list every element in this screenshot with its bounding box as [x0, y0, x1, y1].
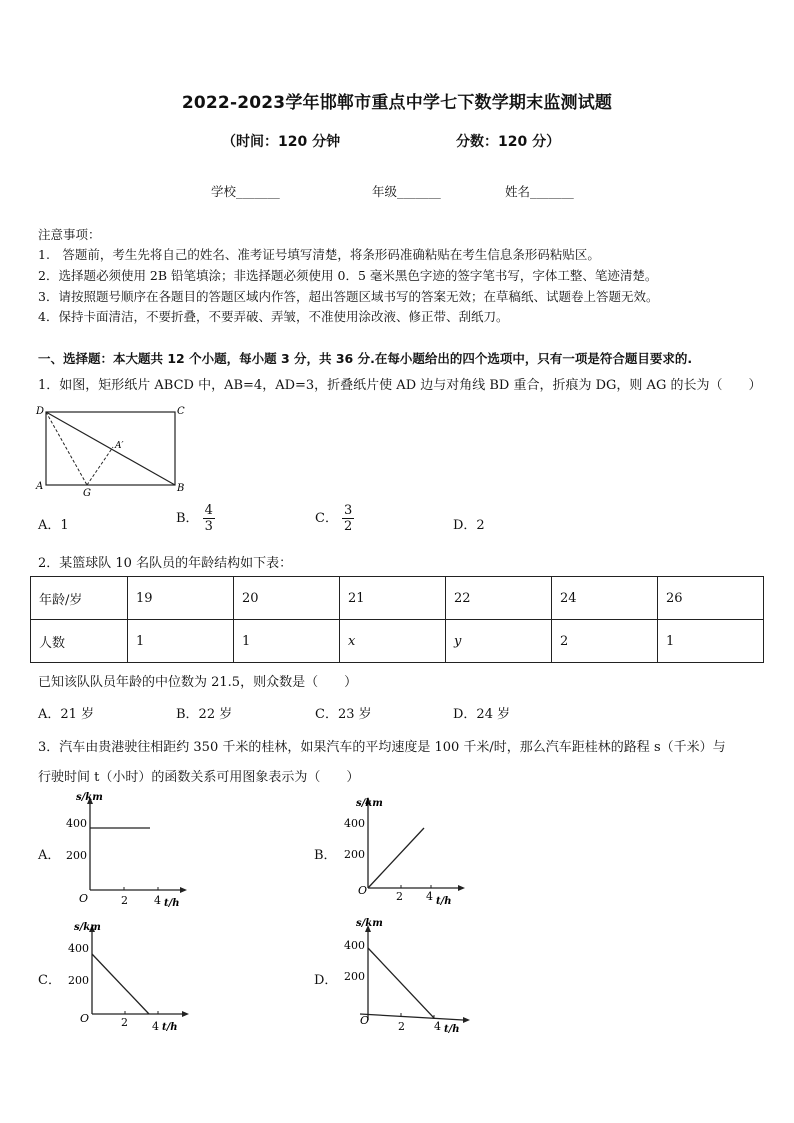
- table-cell: 1: [658, 620, 764, 663]
- exam-time: （时间：120 分钟: [222, 134, 341, 150]
- label-a-prime: A′: [115, 441, 124, 451]
- x-tick-label: 4: [152, 1020, 159, 1033]
- origin-label: O: [80, 1012, 90, 1025]
- table-row: [31, 577, 764, 620]
- graph-b: [338, 790, 468, 910]
- table-cell: 19: [128, 577, 234, 620]
- exam-score: 分数：120 分）: [456, 134, 561, 150]
- age-table: [30, 576, 764, 663]
- x-tick-label: 4: [434, 1020, 441, 1033]
- x-axis-arrow: [180, 887, 187, 893]
- origin-label: O: [360, 1014, 370, 1027]
- note-item: 1. 答题前，考生先将自己的姓名、准考证号填写清楚，将条形码准确粘贴在考生信息条形码粘贴区。: [38, 247, 600, 262]
- q3-option-a[interactable]: A．: [38, 848, 61, 863]
- table-cell: 22: [446, 577, 552, 620]
- table-cell: x: [340, 620, 446, 663]
- origin-label: O: [358, 884, 368, 897]
- table-cell: 20: [234, 577, 340, 620]
- table-cell: 21: [340, 577, 446, 620]
- y-tick-label: 400: [66, 817, 87, 830]
- page-title: 2022-2023学年邯郸市重点中学七下数学期末监测试题: [181, 93, 613, 113]
- x-label: t/h: [164, 898, 180, 909]
- q3-line1: 3．汽车由贵港驶往相距约 350 千米的桂林，如果汽车的平均速度是 100 千米/时，那么汽车距桂林的路程 s（千米）与: [38, 740, 726, 755]
- label-b: B: [177, 483, 185, 494]
- label-g: G: [83, 488, 91, 499]
- y-tick-label: 200: [66, 849, 87, 862]
- q1-option-c[interactable]: C． $\frac{3}{2}$: [315, 503, 353, 534]
- y-tick-label: 400: [344, 817, 365, 830]
- y-tick-label: 200: [344, 970, 365, 983]
- note-item: 4．保持卡面清洁，不要折叠，不要弄破、弄皱，不准使用涂改液、修正带、刮纸刀。: [38, 309, 509, 324]
- label-a: A: [36, 481, 44, 492]
- graph-a: [60, 790, 190, 910]
- y-label: s/km: [356, 918, 383, 929]
- q1-option-a[interactable]: A．1: [38, 518, 69, 533]
- y-tick-label: 200: [68, 974, 89, 987]
- q3-option-d[interactable]: D．: [314, 973, 338, 988]
- series-line: [368, 948, 434, 1018]
- series-line: [92, 954, 149, 1014]
- label-c: C: [177, 406, 185, 417]
- y-label: s/km: [76, 792, 103, 803]
- table-cell: 24: [552, 577, 658, 620]
- x-tick-label: 4: [154, 894, 161, 907]
- x-tick-label: 4: [426, 890, 433, 903]
- table-cell: 年龄/岁: [31, 577, 128, 620]
- x-tick-label: 2: [396, 890, 403, 903]
- table-cell: 1: [234, 620, 340, 663]
- table-cell: 2: [552, 620, 658, 663]
- q2-option-d[interactable]: D．24 岁: [453, 707, 511, 722]
- q1-stem: 1．如图，矩形纸片 ABCD 中，AB=4，AD=3，折叠纸片使 AD 边与对角线 BD 重合，折痕为 DG，则 AG 的长为（ ）: [38, 378, 762, 393]
- fold-line-ga: [87, 447, 113, 485]
- label-d: D: [36, 406, 45, 417]
- diagonal-bd: [46, 412, 175, 485]
- x-label: t/h: [444, 1024, 460, 1035]
- q2-stem: 2．某篮球队 10 名队员的年龄结构如下表：: [38, 556, 293, 571]
- note-item: 2．选择题必须使用 2B 铅笔填涂；非选择题必须使用 0．5 毫米黑色字迹的签字笔书写，字体工整、笔迹清楚。: [38, 268, 658, 283]
- school-field: 学校_______: [211, 184, 280, 199]
- q2-question: 已知该队队员年龄的中位数为 21.5，则众数是（ ）: [38, 675, 358, 690]
- table-cell: y: [446, 620, 552, 663]
- x-label: t/h: [436, 896, 452, 907]
- name-field: 姓名_______: [505, 184, 574, 199]
- series-line: [368, 828, 424, 888]
- table-row: [31, 620, 764, 663]
- q1-option-d[interactable]: D．2: [453, 518, 485, 533]
- q2-option-c[interactable]: C．23 岁: [315, 707, 372, 722]
- notes-heading: 注意事项：: [38, 227, 101, 242]
- q1-figure: [30, 400, 190, 500]
- note-item: 3．请按照题号顺序在各题目的答题区域内作答，超出答题区域书写的答案无效；在草稿纸、试题卷上答题无效。: [38, 289, 659, 304]
- x-axis-arrow: [182, 1011, 189, 1017]
- q2-option-a[interactable]: A．21 岁: [38, 707, 95, 722]
- x-axis: [360, 1014, 463, 1020]
- y-tick-label: 400: [344, 939, 365, 952]
- q2-option-b[interactable]: B．22 岁: [176, 707, 233, 722]
- x-tick-label: 2: [121, 894, 128, 907]
- y-tick-label: 400: [68, 942, 89, 955]
- table-cell: 26: [658, 577, 764, 620]
- q3-option-c[interactable]: C．: [38, 973, 61, 988]
- q1-option-b[interactable]: B． $\frac{4}{3}$: [176, 503, 213, 534]
- table-cell: 人数: [31, 620, 128, 663]
- x-axis-arrow: [463, 1017, 470, 1023]
- origin-label: O: [79, 892, 89, 905]
- x-label: t/h: [162, 1022, 178, 1033]
- x-tick-label: 2: [398, 1020, 405, 1033]
- y-tick-label: 200: [344, 848, 365, 861]
- table-cell: 1: [128, 620, 234, 663]
- section-heading: 一、选择题：本大题共 12 个小题，每小题 3 分，共 36 分.在每小题给出的四个选项中，只有一项是符合题目要求的.: [38, 351, 693, 366]
- q3-line2: 行驶时间 t（小时）的函数关系可用图象表示为（ ）: [38, 770, 360, 785]
- q3-option-b[interactable]: B．: [314, 848, 337, 863]
- graph-c: [62, 912, 192, 1034]
- y-label: s/km: [74, 922, 101, 933]
- graph-d: [338, 912, 473, 1036]
- x-axis-arrow: [458, 885, 465, 891]
- grade-field: 年级_______: [372, 184, 441, 199]
- x-tick-label: 2: [121, 1016, 128, 1029]
- y-label: s/km: [356, 798, 383, 809]
